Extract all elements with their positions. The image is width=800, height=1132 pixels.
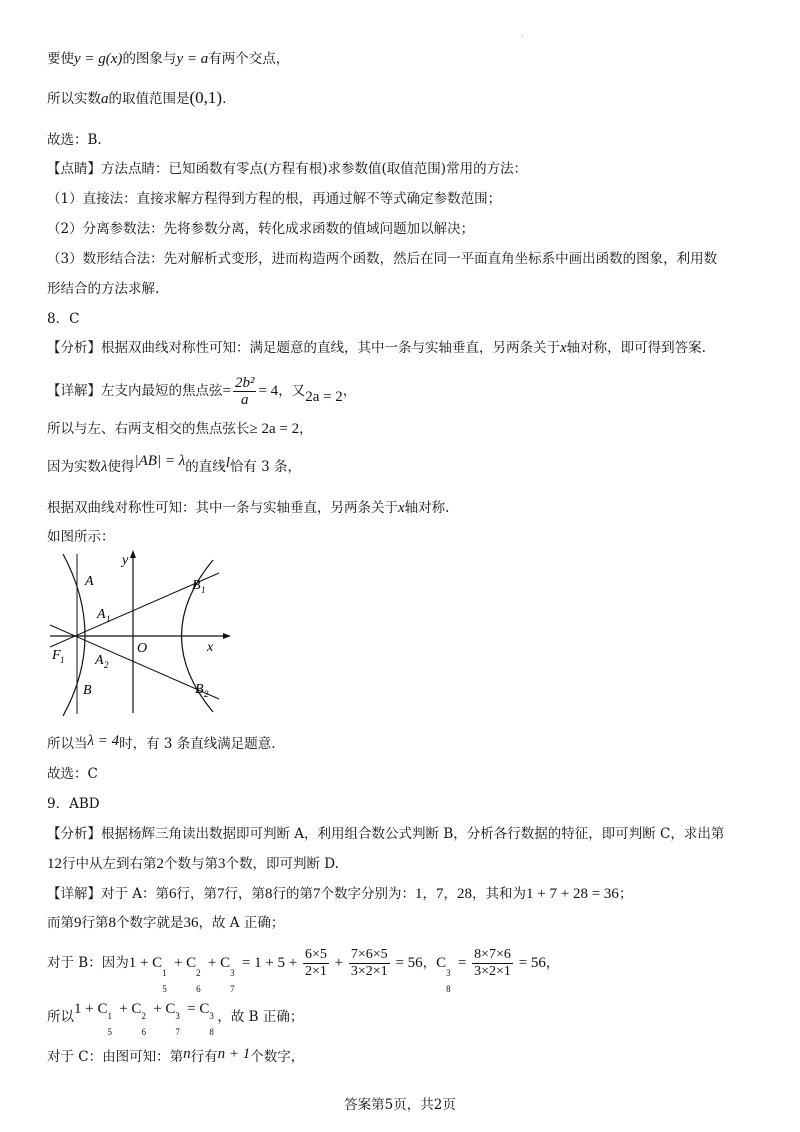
label-B1: B <box>192 578 201 593</box>
text-line: 如图所示： <box>47 529 115 545</box>
text-line: 【分析】根据杨辉三角读出数据即可判断 A，利用组合数公式判断 B，分析各行数据的特征，即可判断 C，求出第 <box>47 826 725 842</box>
label-A1: A <box>97 607 106 622</box>
text-line: 所以1 + C 1 5 + C 2 6 + C 3 7 = C 3 8 ，故 B 正确； <box>47 1001 304 1037</box>
text-line: 所以实数a的取值范围是(0,1). <box>47 88 227 107</box>
page-footer: 答案第5页，共2页 <box>344 1097 456 1113</box>
label-A1-sub: 1 <box>106 614 111 624</box>
text-line: 要使y = g(x)的图象与y = a有两个交点， <box>47 51 290 67</box>
text-line: 故选：C <box>47 766 98 782</box>
text-line: 【点睛】方法点睛：已知函数有零点(方程有根)求参数值(取值范围)常用的方法： <box>47 161 528 177</box>
label-y: y <box>122 553 129 568</box>
text-line: 根据双曲线对称性可知：其中一条与实轴垂直，另两条关于x轴对称. <box>47 500 450 516</box>
text-line: （2）分离参数法：先将参数分离，转化成求函数的值域问题加以解决； <box>47 221 475 237</box>
text-line: 所以与左、右两支相交的焦点弦长≥ 2a = 2， <box>47 421 313 437</box>
corner-mark: . <box>521 30 524 39</box>
text-line: 所以当λ = 4时，有 3 条直线满足题意. <box>47 733 276 752</box>
text-line: 对于 C：由图可知：第n行有n + 1个数字， <box>47 1046 305 1065</box>
label-F1: F <box>52 648 61 663</box>
label-B: B <box>83 683 92 698</box>
fraction: $\frac{\text{2b²}}{a}$ <box>234 375 255 408</box>
text-line: （3）数形结合法：先对解析式变形，进而构造两个函数，然后在同一平面直角坐标系中画出函数的图象，利用数 <box>47 251 718 267</box>
text-line: 形结合的方法求解. <box>47 281 160 297</box>
label-x: x <box>207 640 214 655</box>
text-line: 故选：B. <box>47 132 102 148</box>
question-number: 8．C <box>47 311 80 327</box>
x-axis-arrow <box>223 633 231 639</box>
label-F1-sub: 1 <box>60 655 65 665</box>
text-line: 对于 B：因为1 + C 1 5 + C 2 6 + C 3 7 = 1 + 5 + $\frac{6\times 5}{2\times 1}$ + $\frac{7\times 6\times 5}{3\times 2\times 1}$ = 56，C 3 8 = $\frac{8\times 7\times 6}{3\times 2\times 1}$ = 56， <box>47 947 560 994</box>
label-B2-sub: 2 <box>204 689 209 699</box>
hyperbola-figure <box>45 548 235 718</box>
label-A: A <box>85 574 94 589</box>
text-line: 【分析】根据双曲线对称性可知：满足题意的直线，其中一条与实轴垂直，另两条关于x轴对称，即可得到答案. <box>47 340 706 356</box>
label-A2-sub: 2 <box>104 660 109 670</box>
label-B1-sub: 1 <box>201 585 206 595</box>
text-line: 而第9行第8个数字就是36，故 A 正确； <box>47 915 285 931</box>
label-B2: B <box>195 682 204 697</box>
label-A2: A <box>95 653 104 668</box>
label-O: O <box>137 641 148 656</box>
y-axis-arrow <box>130 550 136 558</box>
text-line: 【详解】左支内最短的焦点弦= $\frac{\text{2b²}}{a}$ = 4，又2a = 2， <box>47 375 357 408</box>
text-line: 【详解】对于 A：第6行，第7行，第8行的第7个数字分别为：1，7，28，其和为1 + 7 + 28 = 36； <box>47 886 633 902</box>
text-line: （1）直接法：直接求解方程得到方程的根，再通过解不等式确定参数范围； <box>47 191 502 207</box>
text-line: 12行中从左到右第2个数与第3个数，即可判断 D. <box>47 856 339 872</box>
text-line: 因为实数λ使得|AB| = λ的直线l恰有 3 条， <box>47 453 302 475</box>
question-number: 9．ABD <box>47 796 100 812</box>
